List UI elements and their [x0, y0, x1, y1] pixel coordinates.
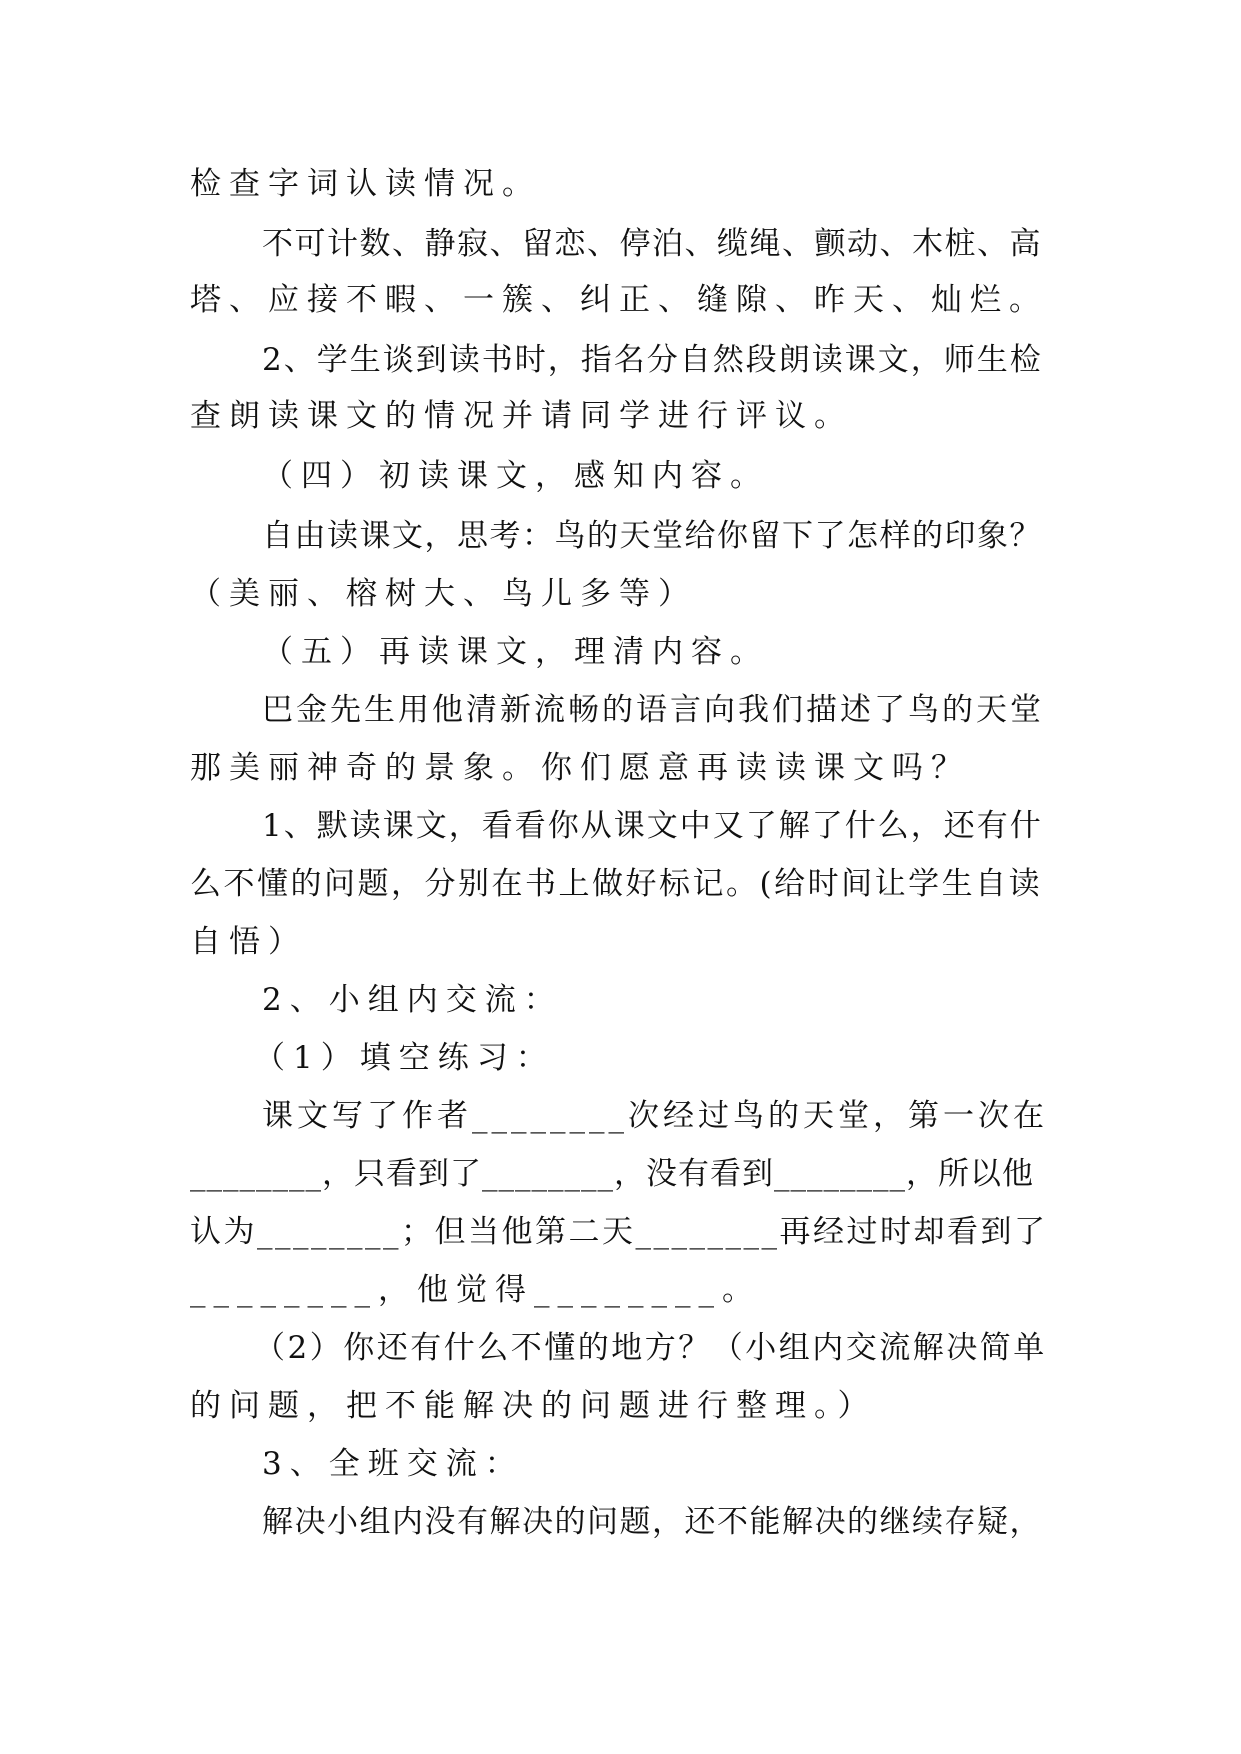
fill-blank-line: ________，只看到了________，没有看到________，所以他: [190, 1156, 1034, 1192]
text-line: （2）你还有什么不懂的地方？（小组内交流解决简单: [254, 1330, 1047, 1366]
text-line: 么不懂的问题，分别在书上做好标记。(给时间让学生自读: [190, 866, 1043, 902]
section-heading: （四）初读课文，感知内容。: [262, 458, 769, 494]
text-line: 解决小组内没有解决的问题，还不能解决的继续存疑，: [262, 1504, 1042, 1540]
text-line: 3、全班交流：: [262, 1446, 524, 1482]
text-line: （美丽、榕树大、鸟儿多等）: [190, 576, 697, 612]
fill-blank-line: 课文写了作者________次经过鸟的天堂，第一次在: [262, 1098, 1048, 1134]
text-line: 塔、应接不暇、一簇、纠正、缝隙、昨天、灿烂。: [190, 282, 1048, 318]
text-line: 巴金先生用他清新流畅的语言向我们描述了鸟的天堂: [262, 692, 1044, 728]
text-line: 那美丽神奇的景象。你们愿意再读读课文吗？: [190, 750, 970, 786]
text-line: 不可计数、静寂、留恋、停泊、缆绳、颤动、木桩、高: [262, 226, 1042, 262]
text-line: 查朗读课文的情况并请同学进行评议。: [190, 398, 853, 434]
text-line: （1）填空练习：: [254, 1040, 555, 1076]
text-line: 1、默读课文，看看你从课文中又了解了什么，还有什: [262, 808, 1043, 844]
text-line: 自悟）: [190, 924, 307, 960]
text-line: 2、学生谈到读书时，指名分自然段朗读课文，师生检: [262, 342, 1043, 378]
text-line: 检查字词认读情况。: [190, 166, 541, 202]
section-heading: （五）再读课文，理清内容。: [262, 634, 769, 670]
text-line: 2、小组内交流：: [262, 982, 563, 1018]
fill-blank-line: ________，他觉得________。: [190, 1272, 761, 1308]
text-line: 自由读课文，思考：鸟的天堂给你留下了怎样的印象？: [262, 518, 1042, 554]
text-line: 的问题，把不能解决的问题进行整理。）: [190, 1388, 877, 1424]
fill-blank-line: 认为________；但当他第二天________再经过时却看到了: [190, 1214, 1048, 1250]
